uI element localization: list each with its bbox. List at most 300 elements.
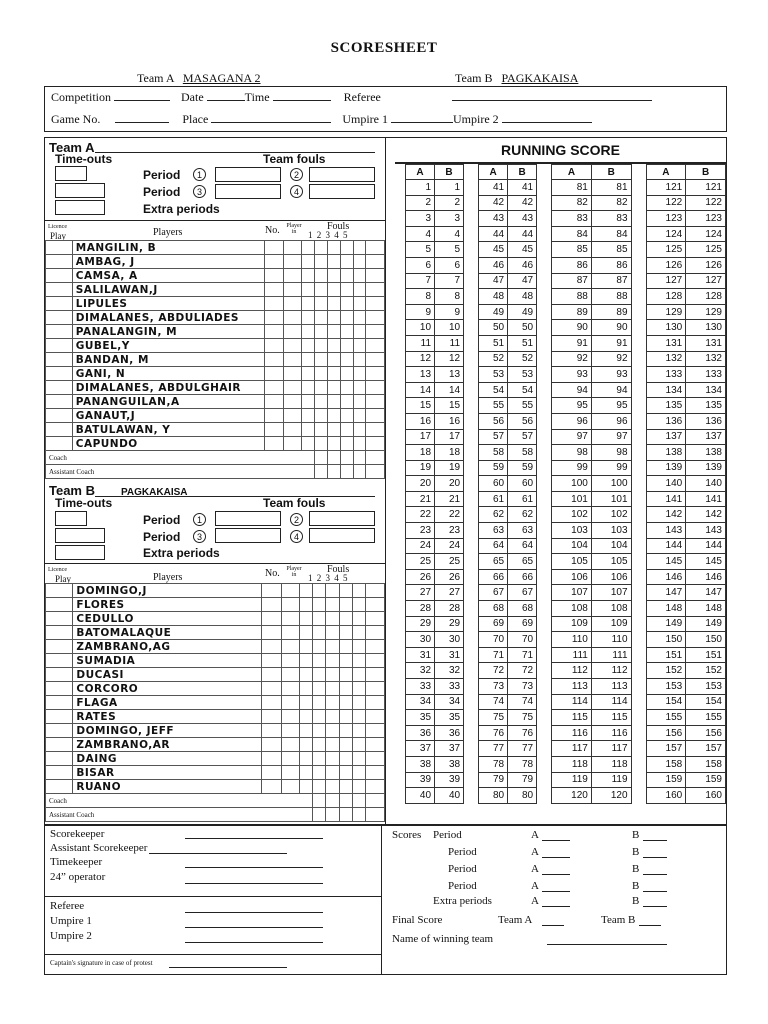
- foul-cell[interactable]: [327, 437, 340, 451]
- licence-cell[interactable]: [46, 710, 73, 724]
- score-cell[interactable]: 85: [591, 242, 631, 258]
- score-cell[interactable]: 59: [479, 460, 508, 476]
- foul-cell[interactable]: [299, 584, 312, 598]
- score-cell[interactable]: 145: [646, 554, 686, 570]
- score-cell[interactable]: 43: [479, 211, 508, 227]
- score-cell[interactable]: 56: [479, 413, 508, 429]
- foul-cell[interactable]: [327, 269, 340, 283]
- foul-cell[interactable]: [301, 325, 314, 339]
- score-cell[interactable]: 63: [508, 523, 537, 539]
- score-cell[interactable]: 60: [508, 476, 537, 492]
- score-cell[interactable]: 121: [686, 180, 726, 196]
- score-cell[interactable]: 126: [686, 257, 726, 273]
- foul-cell[interactable]: [340, 255, 353, 269]
- foul-cell[interactable]: [366, 780, 385, 794]
- foul-cell[interactable]: [353, 283, 366, 297]
- foul-cell[interactable]: [314, 367, 327, 381]
- licence-cell[interactable]: [46, 682, 73, 696]
- foul-cell[interactable]: [353, 437, 366, 451]
- player-in-cell[interactable]: [284, 339, 302, 353]
- score-cell[interactable]: 23: [406, 523, 435, 539]
- foul-cell[interactable]: [353, 311, 366, 325]
- foul-cell[interactable]: [340, 325, 353, 339]
- score-cell[interactable]: 33: [435, 679, 464, 695]
- score-cell[interactable]: 114: [552, 694, 592, 710]
- score-cell[interactable]: 103: [591, 523, 631, 539]
- foul-cell[interactable]: [301, 437, 314, 451]
- score-cell[interactable]: 124: [686, 226, 726, 242]
- score-cell[interactable]: 146: [686, 569, 726, 585]
- player-in-cell[interactable]: [281, 584, 299, 598]
- player-name[interactable]: DUCASI: [73, 668, 262, 682]
- foul-cell[interactable]: [314, 297, 327, 311]
- player-name[interactable]: RUANO: [73, 780, 262, 794]
- score-cell[interactable]: 67: [479, 585, 508, 601]
- score-cell[interactable]: 137: [646, 429, 686, 445]
- foul-cell[interactable]: [326, 794, 339, 808]
- competition-field[interactable]: [114, 90, 170, 101]
- foul-cell[interactable]: [352, 808, 365, 822]
- score-cell[interactable]: 20: [406, 476, 435, 492]
- foul-cell[interactable]: [313, 738, 326, 752]
- score-cell[interactable]: 133: [646, 367, 686, 383]
- foul-cell[interactable]: [313, 640, 326, 654]
- score-cell[interactable]: 75: [508, 710, 537, 726]
- score-cell[interactable]: 85: [552, 242, 592, 258]
- team-a-name[interactable]: MASAGANA 2: [182, 71, 261, 85]
- number-cell[interactable]: [264, 255, 283, 269]
- foul-cell[interactable]: [326, 766, 339, 780]
- score-cell[interactable]: 3: [406, 211, 435, 227]
- foul-cell[interactable]: [301, 311, 314, 325]
- score-cell[interactable]: 22: [406, 507, 435, 523]
- score-cell[interactable]: 1: [435, 180, 464, 196]
- score-b-field[interactable]: [643, 891, 667, 892]
- score-cell[interactable]: 146: [646, 569, 686, 585]
- licence-cell[interactable]: [46, 437, 73, 451]
- score-cell[interactable]: 127: [646, 273, 686, 289]
- foul-cell[interactable]: [353, 381, 366, 395]
- score-cell[interactable]: 104: [591, 538, 631, 554]
- player-name[interactable]: GANI, N: [72, 367, 264, 381]
- player-in-cell[interactable]: [281, 710, 299, 724]
- score-cell[interactable]: 35: [435, 710, 464, 726]
- number-cell[interactable]: [262, 598, 282, 612]
- score-cell[interactable]: 108: [591, 601, 631, 617]
- score-cell[interactable]: 160: [646, 788, 686, 804]
- score-cell[interactable]: 66: [508, 569, 537, 585]
- foul-cell[interactable]: [366, 766, 385, 780]
- score-cell[interactable]: 113: [552, 679, 592, 695]
- foul-cell[interactable]: [339, 710, 352, 724]
- score-cell[interactable]: 159: [686, 772, 726, 788]
- foul-cell[interactable]: [301, 297, 314, 311]
- foul-cell[interactable]: [301, 255, 314, 269]
- score-cell[interactable]: 119: [552, 772, 592, 788]
- licence-cell[interactable]: [46, 241, 73, 255]
- score-cell[interactable]: 82: [591, 195, 631, 211]
- foul-cell[interactable]: [339, 584, 352, 598]
- score-cell[interactable]: 38: [435, 756, 464, 772]
- foul-cell[interactable]: [327, 325, 340, 339]
- foul-cell[interactable]: [352, 710, 365, 724]
- score-cell[interactable]: 57: [479, 429, 508, 445]
- team-b-timeout-boxes-extra[interactable]: [55, 545, 105, 560]
- score-cell[interactable]: 26: [435, 569, 464, 585]
- score-cell[interactable]: 78: [479, 756, 508, 772]
- score-cell[interactable]: 40: [406, 788, 435, 804]
- score-cell[interactable]: 62: [508, 507, 537, 523]
- score-cell[interactable]: 91: [591, 335, 631, 351]
- licence-cell[interactable]: [46, 626, 73, 640]
- number-cell[interactable]: [264, 367, 283, 381]
- foul-cell[interactable]: [299, 626, 312, 640]
- score-cell[interactable]: 95: [591, 398, 631, 414]
- foul-cell[interactable]: [314, 451, 327, 465]
- score-cell[interactable]: 154: [686, 694, 726, 710]
- score-cell[interactable]: 24: [435, 538, 464, 554]
- player-name[interactable]: BISAR: [73, 766, 262, 780]
- score-cell[interactable]: 125: [686, 242, 726, 258]
- score-cell[interactable]: 31: [406, 647, 435, 663]
- score-cell[interactable]: 158: [686, 756, 726, 772]
- score-cell[interactable]: 149: [686, 616, 726, 632]
- score-cell[interactable]: 120: [591, 788, 631, 804]
- foul-cell[interactable]: [352, 724, 365, 738]
- player-name[interactable]: CAPUNDO: [72, 437, 264, 451]
- operator-field[interactable]: [185, 883, 323, 884]
- foul-cell[interactable]: [366, 738, 385, 752]
- foul-cell[interactable]: [327, 395, 340, 409]
- score-cell[interactable]: 159: [646, 772, 686, 788]
- foul-cell[interactable]: [326, 668, 339, 682]
- score-cell[interactable]: 38: [406, 756, 435, 772]
- foul-cell[interactable]: [299, 682, 312, 696]
- score-cell[interactable]: 103: [552, 523, 592, 539]
- score-cell[interactable]: 19: [406, 460, 435, 476]
- score-cell[interactable]: 72: [479, 663, 508, 679]
- score-cell[interactable]: 99: [591, 460, 631, 476]
- foul-cell[interactable]: [353, 423, 366, 437]
- foul-cell[interactable]: [340, 283, 353, 297]
- score-cell[interactable]: 102: [552, 507, 592, 523]
- score-cell[interactable]: 1: [406, 180, 435, 196]
- foul-cell[interactable]: [366, 808, 385, 822]
- player-in-cell[interactable]: [281, 668, 299, 682]
- player-in-cell[interactable]: [284, 311, 302, 325]
- player-name[interactable]: PANANGUILAN,A: [72, 395, 264, 409]
- score-cell[interactable]: 93: [552, 367, 592, 383]
- score-cell[interactable]: 91: [552, 335, 592, 351]
- score-cell[interactable]: 76: [508, 725, 537, 741]
- score-cell[interactable]: 7: [406, 273, 435, 289]
- umpire1-sign-field[interactable]: [185, 927, 323, 928]
- score-cell[interactable]: 5: [435, 242, 464, 258]
- player-name[interactable]: GUBEL,Y: [72, 339, 264, 353]
- score-cell[interactable]: 29: [435, 616, 464, 632]
- licence-cell[interactable]: [46, 584, 73, 598]
- team-b-fouls-period4[interactable]: [309, 528, 375, 543]
- score-cell[interactable]: 127: [686, 273, 726, 289]
- score-cell[interactable]: 37: [435, 741, 464, 757]
- foul-cell[interactable]: [353, 269, 366, 283]
- score-cell[interactable]: 65: [479, 554, 508, 570]
- score-cell[interactable]: 158: [646, 756, 686, 772]
- score-cell[interactable]: 134: [686, 382, 726, 398]
- player-name[interactable]: SUMADIA: [73, 654, 262, 668]
- score-cell[interactable]: 92: [552, 351, 592, 367]
- foul-cell[interactable]: [327, 283, 340, 297]
- foul-cell[interactable]: [340, 437, 353, 451]
- foul-cell[interactable]: [366, 395, 385, 409]
- score-cell[interactable]: 98: [591, 445, 631, 461]
- foul-cell[interactable]: [326, 780, 339, 794]
- score-cell[interactable]: 87: [591, 273, 631, 289]
- number-cell[interactable]: [262, 612, 282, 626]
- foul-cell[interactable]: [301, 339, 314, 353]
- number-cell[interactable]: [262, 696, 282, 710]
- score-cell[interactable]: 105: [591, 554, 631, 570]
- score-cell[interactable]: 144: [646, 538, 686, 554]
- score-cell[interactable]: 129: [686, 304, 726, 320]
- score-cell[interactable]: 131: [646, 335, 686, 351]
- player-name[interactable]: FLORES: [73, 598, 262, 612]
- team-a-fouls-period2[interactable]: [309, 167, 375, 182]
- captain-signature-field[interactable]: [169, 967, 287, 968]
- score-cell[interactable]: 121: [646, 180, 686, 196]
- number-cell[interactable]: [264, 311, 283, 325]
- score-cell[interactable]: 52: [508, 351, 537, 367]
- score-a-field[interactable]: [542, 874, 570, 875]
- player-name[interactable]: ZAMBRANO,AR: [73, 738, 262, 752]
- score-cell[interactable]: 46: [479, 257, 508, 273]
- score-cell[interactable]: 138: [686, 445, 726, 461]
- score-cell[interactable]: 71: [508, 647, 537, 663]
- player-in-cell[interactable]: [284, 325, 302, 339]
- score-cell[interactable]: 32: [435, 663, 464, 679]
- foul-cell[interactable]: [314, 437, 327, 451]
- score-cell[interactable]: 73: [508, 679, 537, 695]
- team-a-timeout-boxes-2[interactable]: [55, 183, 105, 198]
- licence-cell[interactable]: [46, 395, 73, 409]
- score-cell[interactable]: 3: [435, 211, 464, 227]
- player-name[interactable]: CEDULLO: [73, 612, 262, 626]
- foul-cell[interactable]: [326, 654, 339, 668]
- foul-cell[interactable]: [352, 612, 365, 626]
- score-cell[interactable]: 50: [479, 320, 508, 336]
- foul-cell[interactable]: [326, 808, 339, 822]
- score-cell[interactable]: 54: [479, 382, 508, 398]
- foul-cell[interactable]: [366, 451, 385, 465]
- umpire1-field[interactable]: [391, 112, 453, 123]
- foul-cell[interactable]: [352, 584, 365, 598]
- score-cell[interactable]: 149: [646, 616, 686, 632]
- player-in-cell[interactable]: [284, 409, 302, 423]
- foul-cell[interactable]: [326, 598, 339, 612]
- score-cell[interactable]: 111: [591, 647, 631, 663]
- score-cell[interactable]: 61: [479, 491, 508, 507]
- player-name[interactable]: AMBAG, J: [72, 255, 264, 269]
- licence-cell[interactable]: [46, 297, 73, 311]
- score-cell[interactable]: 134: [646, 382, 686, 398]
- score-cell[interactable]: 9: [406, 304, 435, 320]
- score-cell[interactable]: 59: [508, 460, 537, 476]
- foul-cell[interactable]: [301, 353, 314, 367]
- score-cell[interactable]: 88: [591, 289, 631, 305]
- number-cell[interactable]: [264, 381, 283, 395]
- foul-cell[interactable]: [340, 395, 353, 409]
- score-cell[interactable]: 33: [406, 679, 435, 695]
- umpire2-sign-field[interactable]: [185, 942, 323, 943]
- score-cell[interactable]: 118: [591, 756, 631, 772]
- score-cell[interactable]: 114: [591, 694, 631, 710]
- score-cell[interactable]: 11: [406, 335, 435, 351]
- foul-cell[interactable]: [353, 451, 366, 465]
- foul-cell[interactable]: [366, 297, 385, 311]
- score-cell[interactable]: 74: [508, 694, 537, 710]
- player-name[interactable]: LIPULES: [72, 297, 264, 311]
- player-name[interactable]: DIMALANES, ABDULIADES: [72, 311, 264, 325]
- score-cell[interactable]: 107: [591, 585, 631, 601]
- foul-cell[interactable]: [340, 241, 353, 255]
- score-cell[interactable]: 52: [479, 351, 508, 367]
- player-name[interactable]: DOMINGO,J: [73, 584, 262, 598]
- foul-cell[interactable]: [327, 409, 340, 423]
- score-cell[interactable]: 41: [508, 180, 537, 196]
- score-cell[interactable]: 89: [591, 304, 631, 320]
- score-cell[interactable]: 87: [552, 273, 592, 289]
- score-cell[interactable]: 25: [406, 554, 435, 570]
- foul-cell[interactable]: [313, 780, 326, 794]
- score-cell[interactable]: 88: [552, 289, 592, 305]
- foul-cell[interactable]: [301, 423, 314, 437]
- foul-cell[interactable]: [339, 696, 352, 710]
- score-cell[interactable]: 132: [646, 351, 686, 367]
- foul-cell[interactable]: [339, 598, 352, 612]
- score-cell[interactable]: 148: [686, 601, 726, 617]
- foul-cell[interactable]: [366, 668, 385, 682]
- time-field[interactable]: [273, 90, 331, 101]
- score-cell[interactable]: 17: [435, 429, 464, 445]
- score-cell[interactable]: 29: [406, 616, 435, 632]
- foul-cell[interactable]: [339, 794, 352, 808]
- score-cell[interactable]: 43: [508, 211, 537, 227]
- foul-cell[interactable]: [366, 423, 385, 437]
- foul-cell[interactable]: [314, 423, 327, 437]
- foul-cell[interactable]: [301, 409, 314, 423]
- score-cell[interactable]: 39: [406, 772, 435, 788]
- foul-cell[interactable]: [326, 682, 339, 696]
- foul-cell[interactable]: [353, 353, 366, 367]
- score-cell[interactable]: 46: [508, 257, 537, 273]
- foul-cell[interactable]: [366, 241, 385, 255]
- score-b-field[interactable]: [643, 840, 667, 841]
- score-cell[interactable]: 45: [479, 242, 508, 258]
- foul-cell[interactable]: [340, 297, 353, 311]
- game-no-field[interactable]: [115, 112, 169, 123]
- score-cell[interactable]: 101: [591, 491, 631, 507]
- foul-cell[interactable]: [327, 381, 340, 395]
- player-in-cell[interactable]: [284, 255, 302, 269]
- licence-cell[interactable]: [46, 367, 73, 381]
- score-cell[interactable]: 31: [435, 647, 464, 663]
- score-cell[interactable]: 30: [435, 632, 464, 648]
- foul-cell[interactable]: [340, 423, 353, 437]
- timekeeper-field[interactable]: [185, 867, 323, 868]
- number-cell[interactable]: [264, 437, 283, 451]
- foul-cell[interactable]: [366, 682, 385, 696]
- score-cell[interactable]: 10: [406, 320, 435, 336]
- foul-cell[interactable]: [340, 409, 353, 423]
- foul-cell[interactable]: [313, 710, 326, 724]
- score-cell[interactable]: 157: [686, 741, 726, 757]
- score-cell[interactable]: 83: [591, 211, 631, 227]
- number-cell[interactable]: [262, 752, 282, 766]
- foul-cell[interactable]: [314, 465, 327, 479]
- score-cell[interactable]: 109: [552, 616, 592, 632]
- foul-cell[interactable]: [366, 724, 385, 738]
- team-a-fouls-period3[interactable]: [215, 184, 281, 199]
- player-in-cell[interactable]: [281, 640, 299, 654]
- player-name[interactable]: GANAUT,J: [72, 409, 264, 423]
- score-cell[interactable]: 49: [508, 304, 537, 320]
- number-cell[interactable]: [262, 724, 282, 738]
- score-cell[interactable]: 102: [591, 507, 631, 523]
- foul-cell[interactable]: [339, 780, 352, 794]
- score-cell[interactable]: 89: [552, 304, 592, 320]
- foul-cell[interactable]: [301, 241, 314, 255]
- foul-cell[interactable]: [299, 766, 312, 780]
- foul-cell[interactable]: [327, 451, 340, 465]
- score-cell[interactable]: 142: [686, 507, 726, 523]
- foul-cell[interactable]: [352, 738, 365, 752]
- score-cell[interactable]: 79: [479, 772, 508, 788]
- score-cell[interactable]: 13: [435, 367, 464, 383]
- scorekeeper-field[interactable]: [185, 838, 323, 839]
- umpire2-field[interactable]: [502, 112, 592, 123]
- number-cell[interactable]: [264, 395, 283, 409]
- number-cell[interactable]: [262, 710, 282, 724]
- foul-cell[interactable]: [366, 598, 385, 612]
- score-cell[interactable]: 50: [508, 320, 537, 336]
- score-cell[interactable]: 82: [552, 195, 592, 211]
- score-cell[interactable]: 143: [686, 523, 726, 539]
- score-cell[interactable]: 12: [406, 351, 435, 367]
- score-cell[interactable]: 58: [479, 445, 508, 461]
- foul-cell[interactable]: [339, 738, 352, 752]
- foul-cell[interactable]: [353, 367, 366, 381]
- foul-cell[interactable]: [340, 339, 353, 353]
- foul-cell[interactable]: [366, 409, 385, 423]
- score-cell[interactable]: 135: [686, 398, 726, 414]
- score-cell[interactable]: 69: [508, 616, 537, 632]
- score-cell[interactable]: 32: [406, 663, 435, 679]
- licence-cell[interactable]: [46, 353, 73, 367]
- foul-cell[interactable]: [352, 696, 365, 710]
- score-b-field[interactable]: [643, 906, 667, 907]
- score-cell[interactable]: 36: [406, 725, 435, 741]
- score-cell[interactable]: 152: [686, 663, 726, 679]
- licence-cell[interactable]: [46, 738, 73, 752]
- player-in-cell[interactable]: [281, 780, 299, 794]
- foul-cell[interactable]: [313, 612, 326, 626]
- score-a-field[interactable]: [542, 891, 570, 892]
- team-b-fouls-period1[interactable]: [215, 511, 281, 526]
- foul-cell[interactable]: [352, 682, 365, 696]
- foul-cell[interactable]: [353, 465, 366, 479]
- foul-cell[interactable]: [353, 297, 366, 311]
- foul-cell[interactable]: [313, 626, 326, 640]
